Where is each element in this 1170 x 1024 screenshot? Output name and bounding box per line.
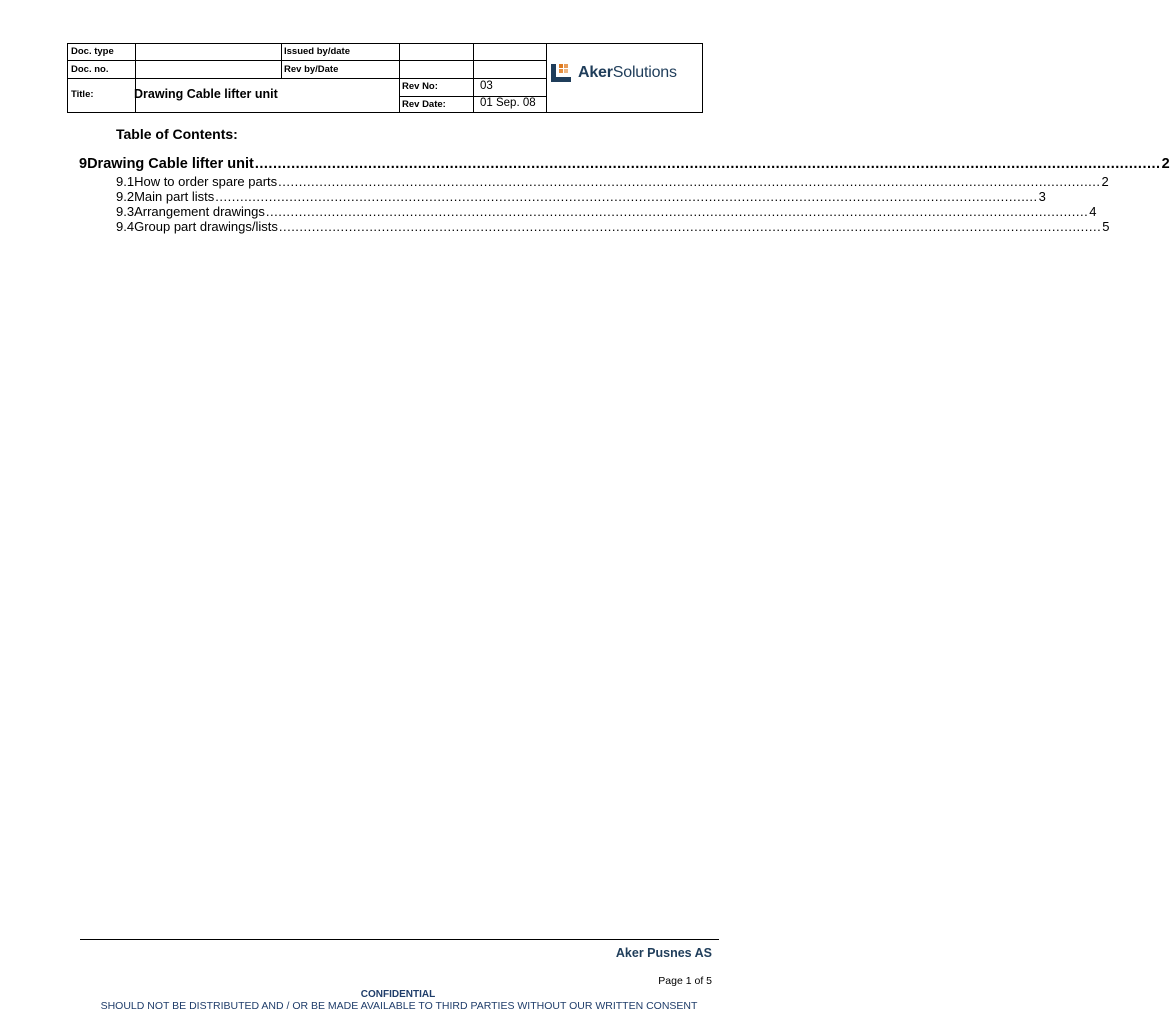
distribution-notice: SHOULD NOT BE DISTRIBUTED AND / OR BE MADE AVAILABLE TO THIRD PARTIES WITHOUT OUR WRITTEN CONSENT xyxy=(100,1000,698,1012)
rev-by-label: Rev by/Date xyxy=(284,64,339,75)
toc-heading: Table of Contents: xyxy=(116,126,238,142)
issued-by-label: Issued by/date xyxy=(284,46,350,57)
rev-date-label: Rev Date: xyxy=(402,99,446,110)
rev-date-value: 01 Sep. 08 xyxy=(480,97,536,109)
footer-divider xyxy=(80,939,719,940)
doc-no-label: Doc. no. xyxy=(71,64,109,75)
toc-entry-page: 3 xyxy=(1038,189,1046,204)
toc-entry-number: 9.2 xyxy=(116,189,135,204)
document-header-table xyxy=(67,43,703,113)
toc-entry[interactable] xyxy=(79,156,1170,172)
toc-entry-number: 9.3 xyxy=(116,204,135,219)
toc-entry-title: Main part lists xyxy=(134,189,215,204)
toc-entry-title: Arrangement drawings xyxy=(134,204,265,219)
rev-no-value: 03 xyxy=(480,80,493,92)
toc-entry-title: Group part drawings/lists xyxy=(134,219,278,234)
confidential-label: CONFIDENTIAL xyxy=(360,989,436,1000)
toc-entry-number: 9.4 xyxy=(116,219,135,234)
document-title: Drawing Cable lifter unit xyxy=(134,87,278,101)
toc-entry[interactable] xyxy=(79,219,1110,234)
toc-leader-dots: ........................................................................................................................................................................................................ xyxy=(265,204,1089,219)
toc-leader-dots: ........................................................................................................................................................................................................ xyxy=(215,189,1038,204)
aker-solutions-logo xyxy=(551,64,677,82)
title-label: Title: xyxy=(71,89,94,100)
toc-entry-title: How to order spare parts xyxy=(134,174,278,189)
toc-entry-number: 9 xyxy=(79,156,88,172)
aker-solutions-logo-icon xyxy=(551,64,571,82)
toc-entry-page: 2 xyxy=(1101,174,1109,189)
page-number: Page 1 of 5 xyxy=(658,975,712,987)
toc-entry-title: Drawing Cable lifter unit xyxy=(87,156,254,172)
toc-entry[interactable] xyxy=(79,174,1109,189)
toc-entry-page: 2 xyxy=(1161,156,1170,172)
toc-entry[interactable] xyxy=(79,189,1046,204)
toc-leader-dots: ........................................................................................................................................................................................................ xyxy=(254,156,1161,172)
toc-entry-page: 5 xyxy=(1102,219,1110,234)
toc-entry-page: 4 xyxy=(1089,204,1097,219)
company-name: Aker Pusnes AS xyxy=(615,946,712,960)
toc-entry-number: 9.1 xyxy=(116,174,135,189)
toc-leader-dots: ........................................................................................................................................................................................................ xyxy=(278,219,1102,234)
toc-leader-dots: ........................................................................................................................................................................................................ xyxy=(278,174,1101,189)
doc-type-label: Doc. type xyxy=(71,46,114,57)
toc-entry[interactable] xyxy=(79,204,1097,219)
logo-wordmark: AkerSolutions xyxy=(578,64,677,81)
rev-no-label: Rev No: xyxy=(402,81,438,92)
